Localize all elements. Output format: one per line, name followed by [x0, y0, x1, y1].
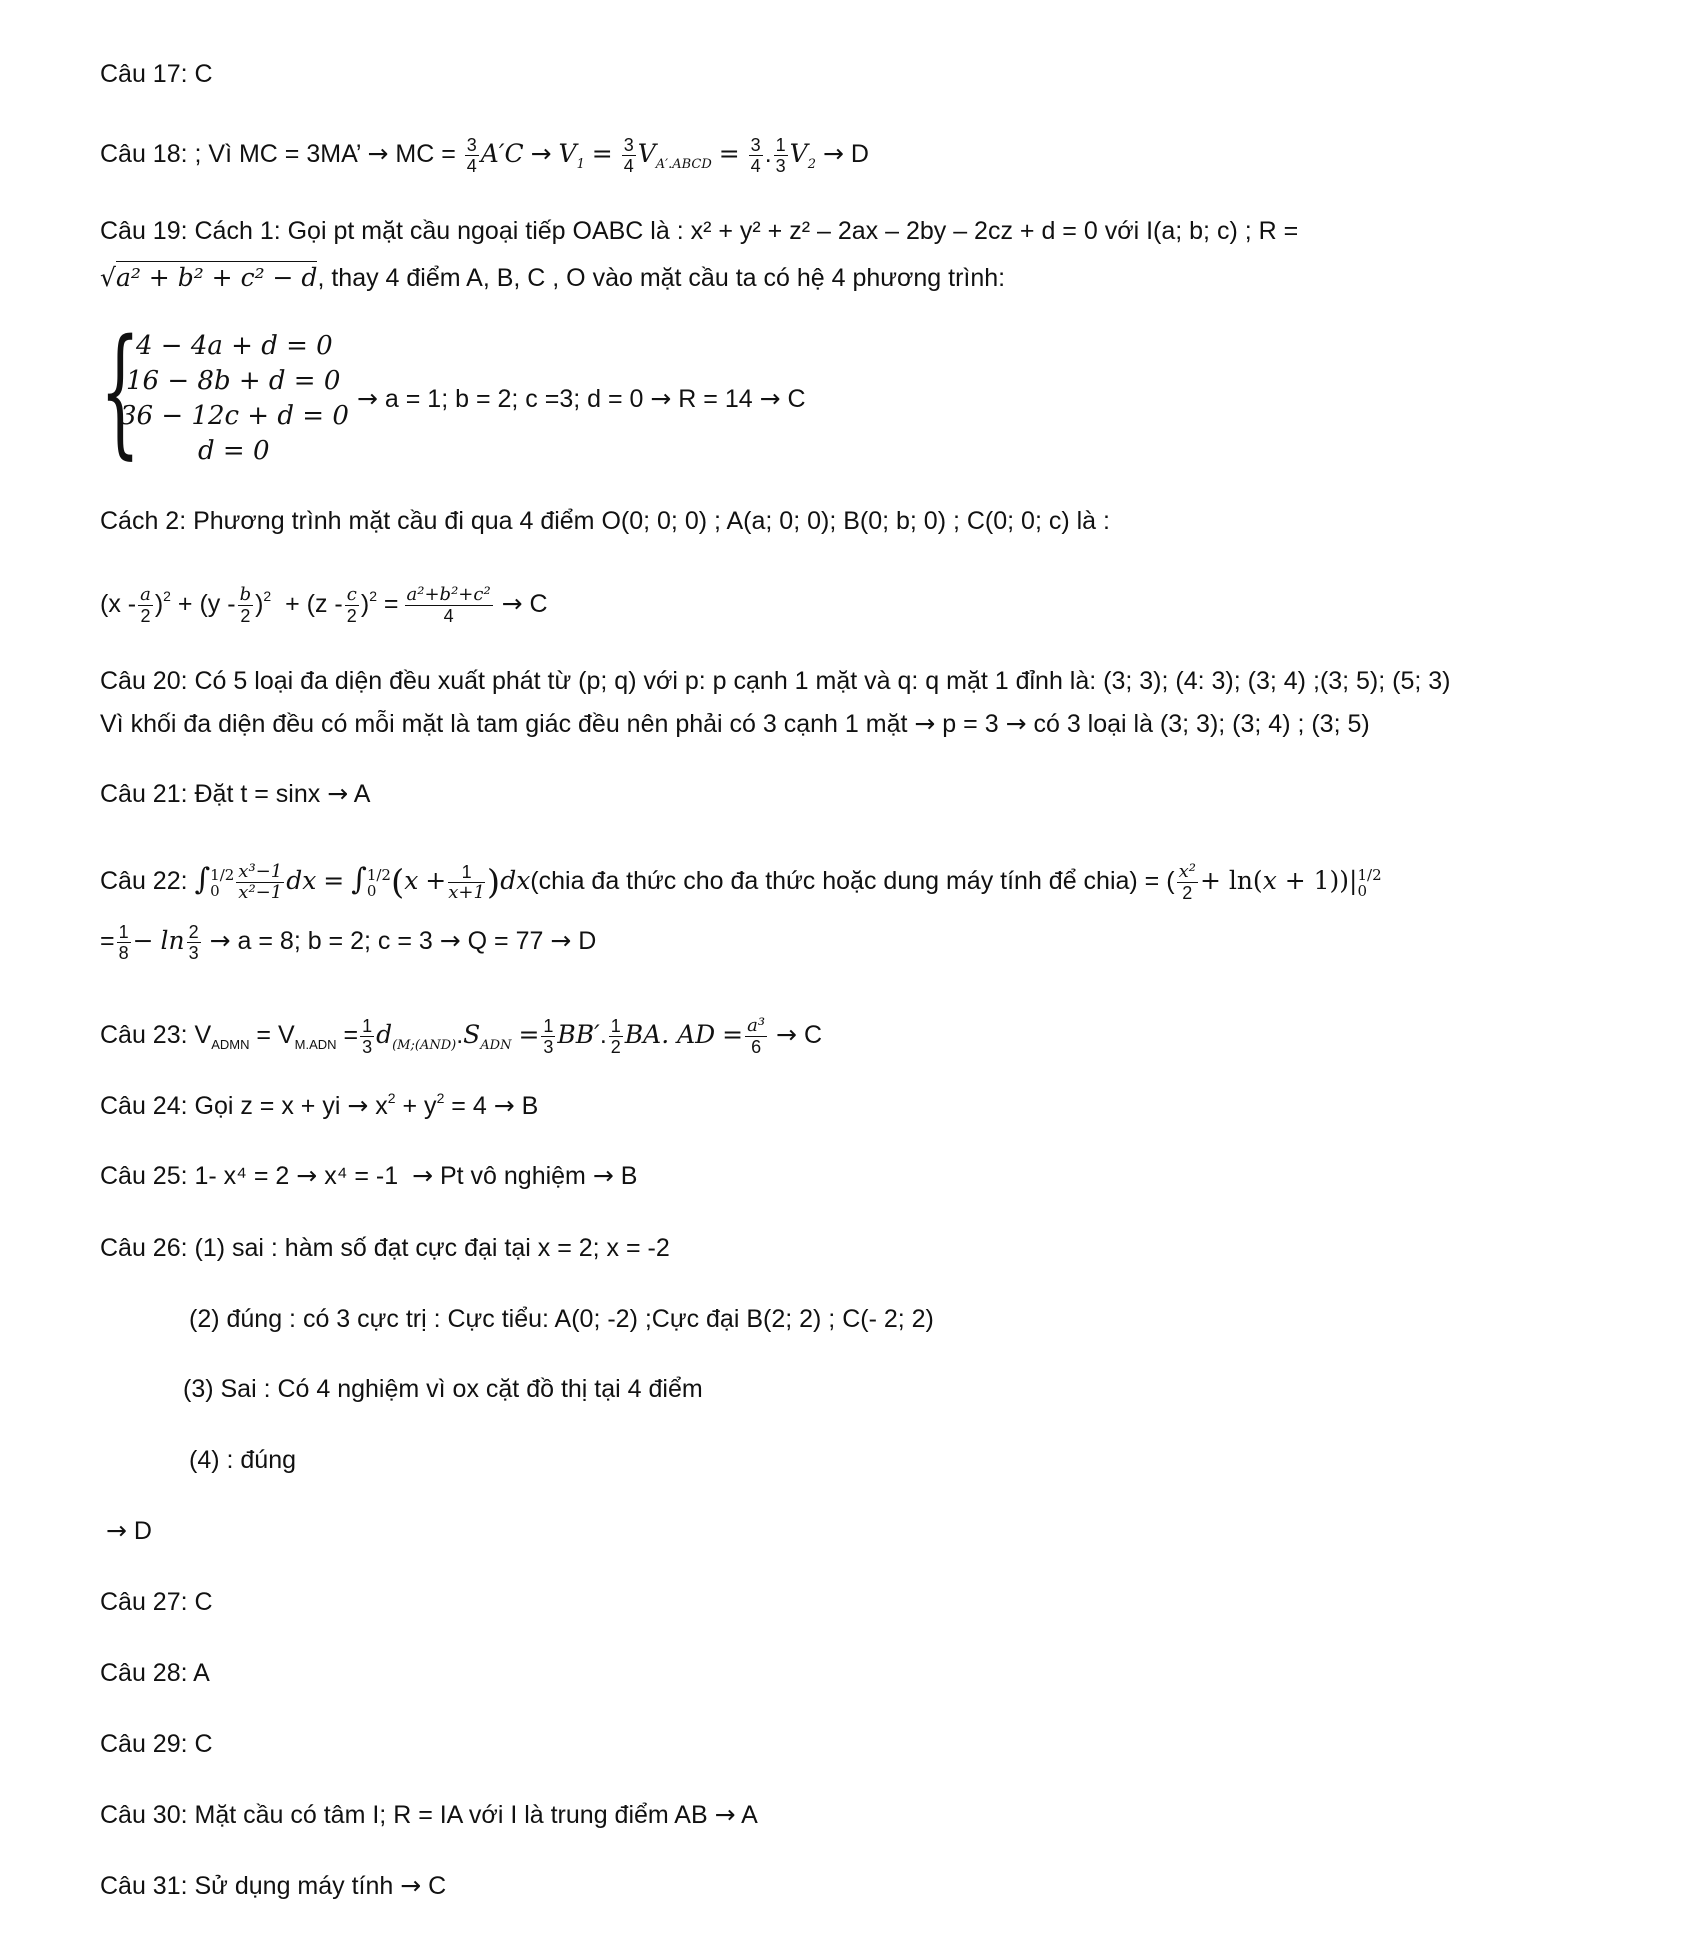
q19-line2: √a² + b² + c² − d, thay 4 điểm A, B, C , O vào mặt cầu ta có hệ 4 phương trình: — [100, 263, 1006, 292]
arrow-icon: → — [650, 384, 672, 413]
arrow-icon: → — [439, 926, 461, 956]
arrow-icon: → — [592, 1161, 614, 1190]
arrow-icon: → — [296, 1161, 318, 1190]
arrow-icon: → — [530, 139, 552, 169]
brace-icon: { — [100, 310, 141, 473]
q18-mid: MC = — [395, 140, 456, 169]
fraction: $\frac{3}{4}$ — [466, 135, 477, 176]
fraction: $\frac{3}{4}$ — [750, 135, 761, 176]
q26-answer: → D — [106, 1516, 152, 1545]
q30-line: Câu 30: Mặt cầu có tâm I; R = IA với I là trung điểm AB → A — [100, 1800, 758, 1829]
fraction: $\frac{1}{3}$ — [775, 135, 786, 176]
sqrt-expression: √a² + b² + c² − d — [100, 263, 318, 292]
fraction: $\frac{3}{4}$ — [623, 135, 634, 176]
q20-line1: Câu 20: Có 5 loại đa diện đều xuất phát từ (p; q) với p: p cạnh 1 mặt và q: q mặt 1 đỉnh là: (3; 3); (4: 3); (3; 4) ;(3; 5); (5; 3) — [100, 667, 1451, 695]
q26-line2: (2) đúng : có 3 cực trị : Cực tiểu: A(0; -2) ;Cực đại B(2; 2) ; C(- 2; 2) — [189, 1305, 934, 1333]
q26-line3: (3) Sai : Có 4 nghiệm vì ox cặt đồ thị tại 4 điểm — [183, 1375, 703, 1403]
arrow-icon: → — [550, 926, 572, 956]
arrow-icon: → — [822, 139, 844, 169]
q23-line: Câu 23: $V_{ADMN} = V_{M.ADN}$ = $\frac{1}{3}$ $d_{(M;(AND)}.S_{ADN}$ = $\frac{1}{3}$ BB′. $\frac{1}{2}$ BA. AD = $\frac{\text{a³}}{6}$ → C — [100, 1015, 822, 1057]
q28-line: Câu 28: A — [100, 1659, 210, 1687]
q26-line1: Câu 26: (1) sai : hàm số đạt cực đại tại x = 2; x = -2 — [100, 1234, 670, 1262]
equation-system — [100, 310, 360, 473]
arrow-icon: → — [714, 1800, 736, 1829]
arrow-icon: → — [501, 589, 523, 619]
arrow-icon: → — [493, 1091, 515, 1120]
arrow-icon: → — [347, 1091, 369, 1120]
q22-line2: = $\frac{1}{8}$ − ln $\frac{2}{3}$ → a = 8; b = 2; c = 3 → Q = 77 → D — [100, 922, 597, 963]
q18-expr: A′C — [480, 139, 524, 169]
q18-prefix: Câu 18: ; Vì MC = 3MA’ — [100, 140, 361, 169]
q18-v1: $V_1$ — [558, 139, 585, 173]
system-eq-3: 36 − 12c + d = 0 — [120, 401, 349, 431]
arrow-icon: → — [106, 1516, 127, 1545]
q18-answer: D — [850, 140, 869, 169]
q21-line: Câu 21: Đặt t = sinx → A — [100, 779, 371, 808]
q27-line: Câu 27: C — [100, 1588, 213, 1616]
arrow-icon: → — [367, 139, 389, 169]
system-eq-1: 4 − 4a + d = 0 — [136, 331, 333, 361]
arrow-icon: → — [776, 1020, 797, 1050]
q19-cach2: Cách 2: Phương trình mặt cầu đi qua 4 điểm O(0; 0; 0) ; A(a; 0; 0); B(0; b; 0) ; C(0; 0; c) là : — [100, 507, 1110, 535]
arrow-icon: → — [209, 926, 231, 956]
arrow-icon: → — [914, 709, 936, 738]
q24-line: Câu 24: Gọi z = x + yi → $x^2 + y^2 = 4 \to B$ — [100, 1090, 539, 1120]
arrow-icon: → — [412, 1161, 434, 1190]
q19-result: → a = 1; b = 2; c =3; d = 0 → R = 14 → C — [357, 384, 806, 413]
q29-line: Câu 29: C — [100, 1730, 213, 1758]
system-eq-4: d = 0 — [198, 436, 270, 466]
q19-sphere-equation: (x - $\frac{a}{2}$ )$^2$ + (y - $\frac{b}{2}$ )$^2$ + (z - $\frac{c}{2}$ )$^2$ = $\frac{\text{a²+b²+c²}}{4}$ → C — [100, 584, 548, 626]
q18-v2: $V_2$ — [789, 139, 816, 173]
arrow-icon: → — [1005, 709, 1027, 738]
q25-line: Câu 25: 1- x⁴ = 2 → x⁴ = -1 → Pt vô nghiệm → B — [100, 1161, 638, 1190]
arrow-icon: → — [400, 1871, 422, 1900]
q17-line: Câu 17: C — [100, 60, 213, 88]
system-eq-2: 16 − 8b + d = 0 — [126, 366, 341, 396]
q22-line1: Câu 22: ∫ 1/2 0 $\frac{\text{x³−1}}{\text{x²−1}}$ dx = ∫ 1/2 0 (x + $\frac{1}{x+1}$ )dx(chia đa thức cho đa thức hoặc dung máy tính để chia) = ( $\frac{\text{x²}}{2}$ + ln(x + 1))| 1/2 0 — [100, 861, 1382, 903]
arrow-icon: → — [327, 779, 349, 808]
q18-line: Câu 18: ; Vì MC = 3MA’ → MC = $\frac{3}{4}$ $A'C \to V_1$ = $\frac{3}{4}$ $V_{A'.ABCD}$ = $\frac{3}{4}$ . $\frac{1}{3}$ $V_2 \to D$ — [100, 135, 869, 176]
q18-v-pyramid: $V_{A'.ABCD}$ — [637, 139, 712, 173]
arrow-icon: → — [357, 384, 378, 413]
q26-line4: (4) : đúng — [189, 1446, 297, 1474]
q31-line: Câu 31: Sử dụng máy tính → C — [100, 1871, 447, 1900]
arrow-icon: → — [759, 384, 781, 413]
q20-line2: Vì khối đa diện đều có mỗi mặt là tam giác đều nên phải có 3 cạnh 1 mặt → p = 3 → có 3 loại là (3; 3); (3; 4) ; (3; 5) — [100, 709, 1370, 738]
q19-line1: Câu 19: Cách 1: Gọi pt mặt cầu ngoại tiếp OABC là : x² + y² + z² – 2ax – 2by – 2cz + d = 0 với I(a; b; c) ; R = — [100, 217, 1299, 245]
